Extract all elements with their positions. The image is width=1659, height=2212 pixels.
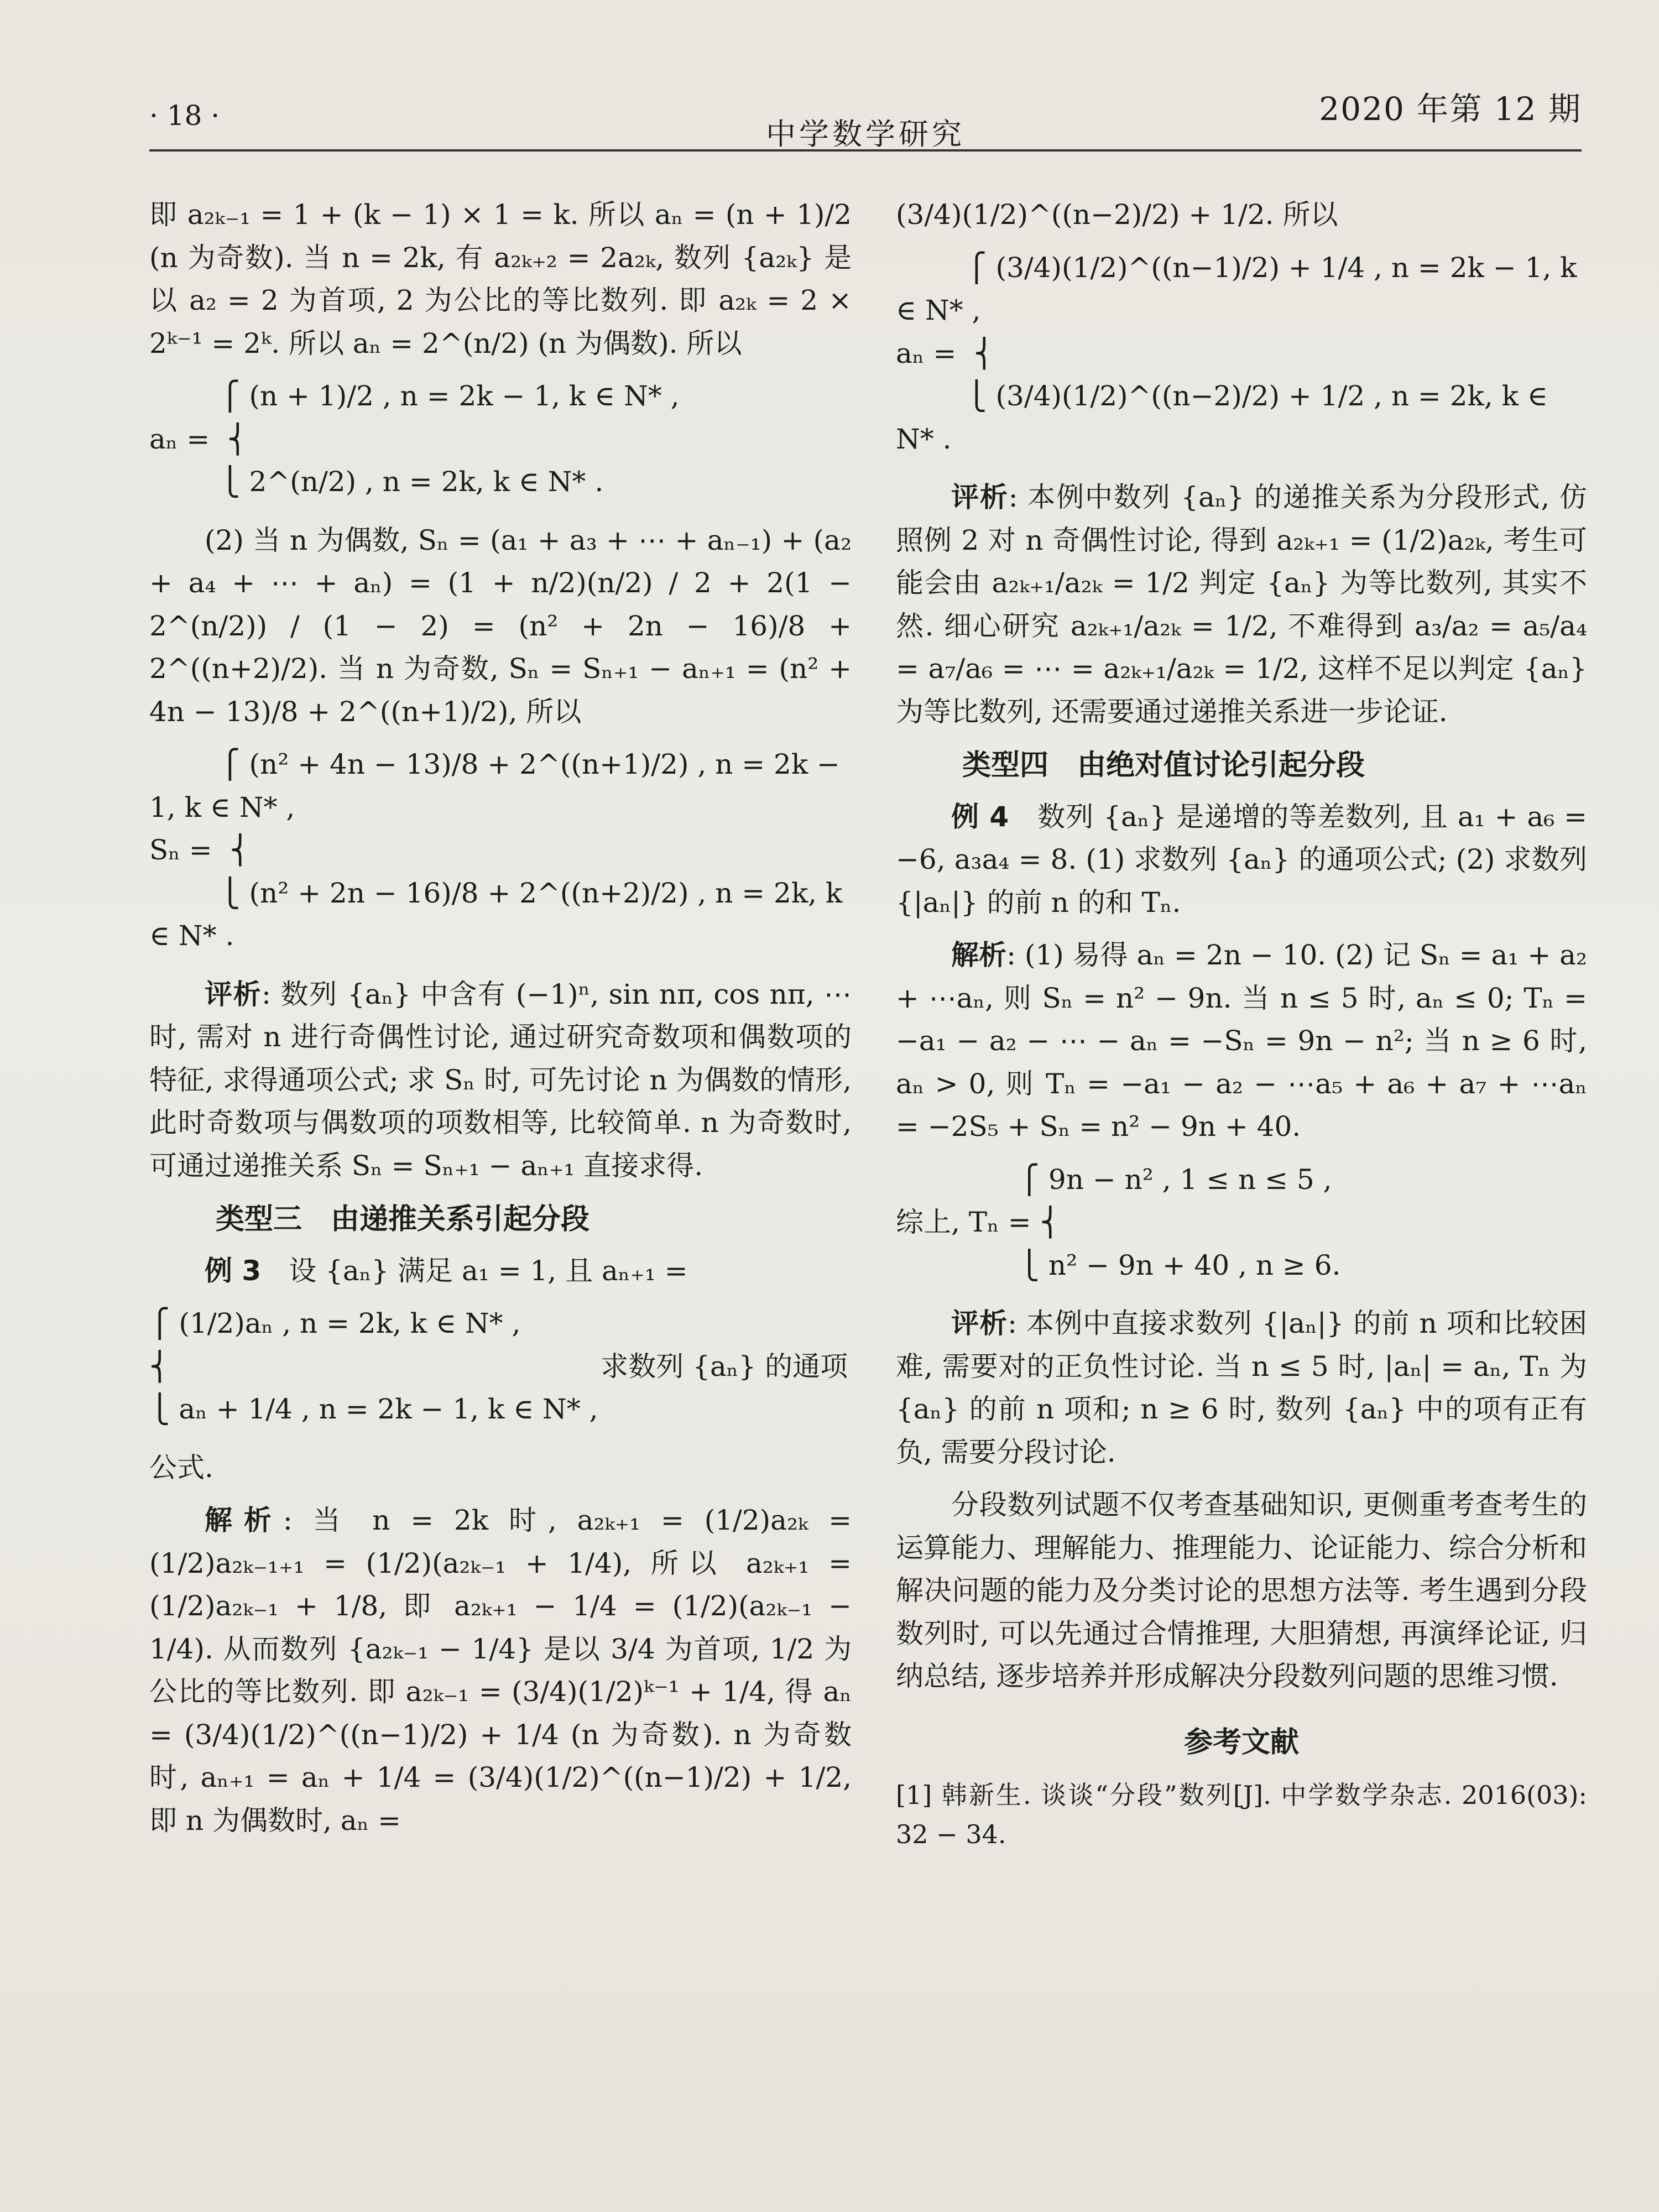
right-column [896,194,1587,1865]
comment-paragraph [149,973,852,1188]
issue-label: 2020 年第 12 期 [1319,90,1582,128]
comment-label: 评析 [205,978,262,1010]
recurrence-formula: ⎧ (1/2)aₙ , n = 2k, k ∈ N* , ⎨ 求数列 {aₙ} 的通项 ⎩ aₙ + 1/4 , n = 2k − 1, k ∈ N* , [149,1307,848,1426]
section-heading-4: 类型四 由绝对值讨论引起分段 [962,749,1365,782]
page-number: · 18 · [149,100,220,132]
solution-4-label: 解析 [951,939,1007,972]
piecewise-tn-formula: ⎧ 9n − n² , 1 ≤ n ≤ 5 , 综上, Tₙ = ⎨ ⎩ n² − 9n + 40 , n ≥ 6. [896,1163,1341,1281]
right-paragraph-1: (3/4)(1/2)^((n−2)/2) + 1/2. 所以 [896,199,1338,231]
journal-title: 中学数学研究 [766,117,965,152]
comment-text: : 数列 {aₙ} 中含有 (−1)ⁿ, sin nπ, cos nπ, ⋯ 时, 需对 n 进行奇偶性讨论, 通过研究奇数项和偶数项的特征, 求得通项公式; 求 Sₙ 时, 可先讨论 n 为偶数的情形, 此时奇数项与偶数项的项数相等, 比较简单. n 为奇数时, 可通过递推关系 Sₙ = Sₙ₊₁ − aₙ₊₁ 直接求得. [149,978,852,1182]
left-paragraph-1: 即 a₂ₖ₋₁ = 1 + (k − 1) × 1 = k. 所以 aₙ = (n + 1)/2 (n 为奇数). 当 n = 2k, 有 a₂ₖ₊₂ = 2a₂ₖ, 数列 {a₂ₖ} 是以 a₂ = 2 为首项, 2 为公比的等比数列. 即 a₂ₖ = 2 × 2ᵏ⁻¹ = 2ᵏ. 所以 aₙ = 2^(n/2) (n 为偶数). 所以 [149,199,852,359]
example-3-label: 例 3 [205,1254,262,1287]
comment-label-2: 评析 [951,481,1009,513]
comment-text-3: : 本例中直接求数列 {|aₙ|} 的前 n 项和比较困难, 需要对的正负性讨论. 当 n ≤ 5 时, |aₙ| = aₙ, Tₙ 为 {aₙ} 的前 n 项和; n ≥ 6 时, 数列 {aₙ} 中的项有正有负, 需要分段讨论. [896,1307,1587,1468]
solution-4 [896,934,1587,1149]
references-heading: 参考文献 [1183,1725,1299,1759]
summary-paragraph: 分段数列试题不仅考查基础知识, 更侧重考查考生的运算能力、理解能力、推理能力、论证能力、综合分析和解决问题的能力及分类讨论的思想方法等. 考生遇到分段数列时, 可以先通过合情推理, 大胆猜想, 再演绎论证, 归纳总结, 逐步培养并形成解决分段数列问题的思维习惯. [896,1489,1587,1693]
comment-label-3: 评析 [951,1307,1008,1340]
piecewise-an-formula-2: ⎧ (3/4)(1/2)^((n−1)/2) + 1/4 , n = 2k − 1, k ∈ N* , aₙ = ⎨ ⎩ (3/4)(1/2)^((n−2)/2) + 1/2 , n = 2k, k ∈ N* . [896,251,1577,455]
comment-paragraph-3 [896,1302,1587,1474]
example-4-text: 数列 {aₙ} 是递增的等差数列, 且 a₁ + a₆ = −6, a₃a₄ = 8. (1) 求数列 {aₙ} 的通项公式; (2) 求数列 {|aₙ|} 的前 n 的和 Tₙ. [896,800,1588,919]
solution-3-text: : 当 n = 2k 时, a₂ₖ₊₁ = (1/2)a₂ₖ = (1/2)a₂ₖ₋₁₊₁ = (1/2)(a₂ₖ₋₁ + 1/4), 所以 a₂ₖ₊₁ = (1/2)a₂ₖ₋₁ + 1/8, 即 a₂ₖ₊₁ − 1/4 = (1/2)(a₂ₖ₋₁ − 1/4). 从而数列 {a₂ₖ₋₁ − 1/4} 是以 3/4 为首项, 1/2 为公比的等比数列. 即 a₂ₖ₋₁ = (3/4)(1/2)ᵏ⁻¹ + 1/4, 得 aₙ = (3/4)(1/2)^((n−1)/2) + 1/4 (n 为奇数). n 为奇数时, aₙ₊₁ = aₙ + 1/4 = (3/4)(1/2)^((n−1)/2) + 1/2, 即 n 为偶数时, aₙ = [149,1504,852,1837]
section-heading-3: 类型三 由递推关系引起分段 [216,1203,590,1236]
solution-4-text: : (1) 易得 aₙ = 2n − 10. (2) 记 Sₙ = a₁ + a₂ + ⋯aₙ, 则 Sₙ = n² − 9n. 当 n ≤ 5 时, aₙ ≤ 0; Tₙ = −a₁ − a₂ − ⋯ − aₙ = −Sₙ = 9n − n²; 当 n ≥ 6 时, aₙ > 0, 则 Tₙ = −a₁ − a₂ − ⋯a₅ + a₆ + a₇ + ⋯aₙ = −2S₅ + Sₙ = n² − 9n + 40. [896,939,1587,1143]
solution-3-label: 解析 [205,1504,283,1537]
piecewise-an-formula: ⎧ (n + 1)/2 , n = 2k − 1, k ∈ N* , aₙ = ⎨ ⎩ 2^(n/2) , n = 2k, k ∈ N* . [149,380,680,498]
piecewise-sn-formula: ⎧ (n² + 4n − 13)/8 + 2^((n+1)/2) , n = 2k − 1, k ∈ N* , Sₙ = ⎨ ⎩ (n² + 2n − 16)/8 + 2^((n+2)/2) , n = 2k, k ∈ N* . [149,748,843,952]
example-3 [149,1250,852,1293]
reference-item: [1] 韩新生. 谈谈“分段”数列[J]. 中学数学杂志. 2016(03): 32 − 34. [896,1780,1587,1850]
comment-text-2: : 本例中数列 {aₙ} 的递推关系为分段形式, 仿照例 2 对 n 奇偶性讨论, 得到 a₂ₖ₊₁ = (1/2)a₂ₖ, 考生可能会由 a₂ₖ₊₁/a₂ₖ = 1/2 判定 {aₙ} 为等比数列, 其实不然. 细心研究 a₂ₖ₊₁/a₂ₖ = 1/2, 不难得到 a₃/a₂ = a₅/a₄ = a₇/a₆ = ⋯ = a₂ₖ₊₁/a₂ₖ = 1/2, 这样不足以判定 {aₙ} 为等比数列, 还需要通过递推关系进一步论证. [896,481,1587,728]
example-4 [896,796,1587,925]
comment-paragraph-2 [896,476,1587,733]
page-header [149,83,1582,152]
example-3-tail: 公式. [149,1451,213,1484]
left-paragraph-2: (2) 当 n 为偶数, Sₙ = (a₁ + a₃ + ⋯ + aₙ₋₁) + (a₂ + a₄ + ⋯ + aₙ) = (1 + n/2)(n/2) / 2 + 2(1 − 2^(n/2)) / (1 − 2) = (n² + 2n − 16)/8 + 2^((n+2)/2). 当 n 为奇数, Sₙ = Sₙ₊₁ − aₙ₊₁ = (n² + 4n − 13)/8 + 2^((n+1)/2), 所以 [149,524,852,728]
example-4-label: 例 4 [951,800,1009,833]
solution-3 [149,1499,852,1842]
example-3-text: 设 {aₙ} 满足 a₁ = 1, 且 aₙ₊₁ = [289,1254,688,1287]
left-column [149,194,852,1852]
